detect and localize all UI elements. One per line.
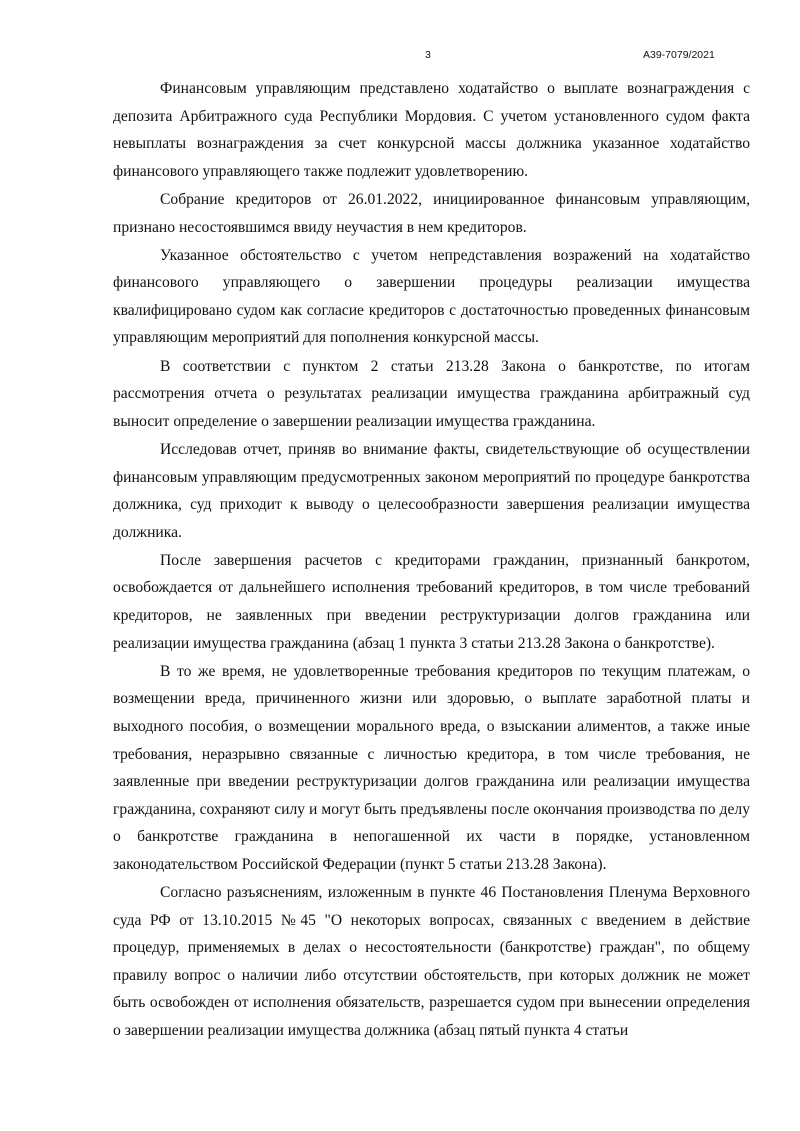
paragraph-law-provision: В соответствии с пунктом 2 статьи 213.28 Закона о банкротстве, по итогам рассмотрения отчета о результатах реализации имущества гражданина арбитражный суд выносит определение о завершении реализации имущества гражданина. [113,357,750,430]
paragraph-remaining-claims: В то же время, не удовлетворенные требования кредиторов по текущим платежам, о возмещении вреда, причиненного жизни или здоровью, о выплате заработной платы и выходного пособия, о возмещении морального вреда, о взыскании алиментов, а также иные требования, неразрывно связанные с личностью кредитора, в том числе требования, не заявленные при введении реструктуризации долгов гражданина или реализации имущества гражданина, сохраняют силу и могут быть предъявлены после окончания производства по делу о банкротстве гражданина в непогашенной их части в порядке, установленном законодательством Российской Федерации (пункт 5 статьи 213.28 Закона). [113,662,750,873]
paragraph-court-conclusion: Исследовав отчет, приняв во внимание факты, свидетельствующие об осуществлении финансовым управляющим предусмотренных законом мероприятий по процедуре банкротства должника, суд приходит к выводу о целесообразности завершения реализации имущества должника. [113,440,750,541]
paragraph-creditors-consent: Указанное обстоятельство с учетом непредставления возражений на ходатайство финансового управляющего о завершении процедуры реализации имущества квалифицировано судом как согласие кредиторов с достаточностью проведенных финансовым управляющим мероприятий для пополнения конкурсной массы. [113,246,750,347]
paragraph-creditors-meeting: Собрание кредиторов от 26.01.2022, инициированное финансовым управляющим, признано несостоявшимся ввиду неучастия в нем кредиторов. [113,190,750,236]
page-header [0,49,800,65]
document-body [113,75,750,1045]
paragraph-plenum-clarification: Согласно разъяснениям, изложенным в пункте 46 Постановления Пленума Верховного суда РФ от 13.10.2015 №45 "О некоторых вопросах, связанных с введением в действие процедур, применяемых в делах о несостоятельности (банкротстве) граждан", по общему правилу вопрос о наличии либо отсутствии обстоятельств, при которых должник не может быть освобожден от исполнения обязательств, разрешается судом при вынесении определения о завершении реализации имущества должника (абзац пятый пункта 4 статьи [113,884,750,1040]
page-number: 3 [425,49,431,61]
case-number: А39-7079/2021 [643,49,715,61]
paragraph-fee-payment: Финансовым управляющим представлено ходатайство о выплате вознаграждения с депозита Арбитражного суда Республики Мордовия. С учетом установленного судом факта невыплаты вознаграждения за счет конкурсной массы должника указанное ходатайство финансового управляющего также подлежит удовлетворению. [113,80,750,180]
paragraph-release-from-obligations: После завершения расчетов с кредиторами гражданин, признанный банкротом, освобождается от дальнейшего исполнения требований кредиторов, в том числе требований кредиторов, не заявленных при введении реструктуризации долгов гражданина или реализации имущества гражданина (абзац 1 пункта 3 статьи 213.28 Закона о банкротстве). [113,551,750,652]
